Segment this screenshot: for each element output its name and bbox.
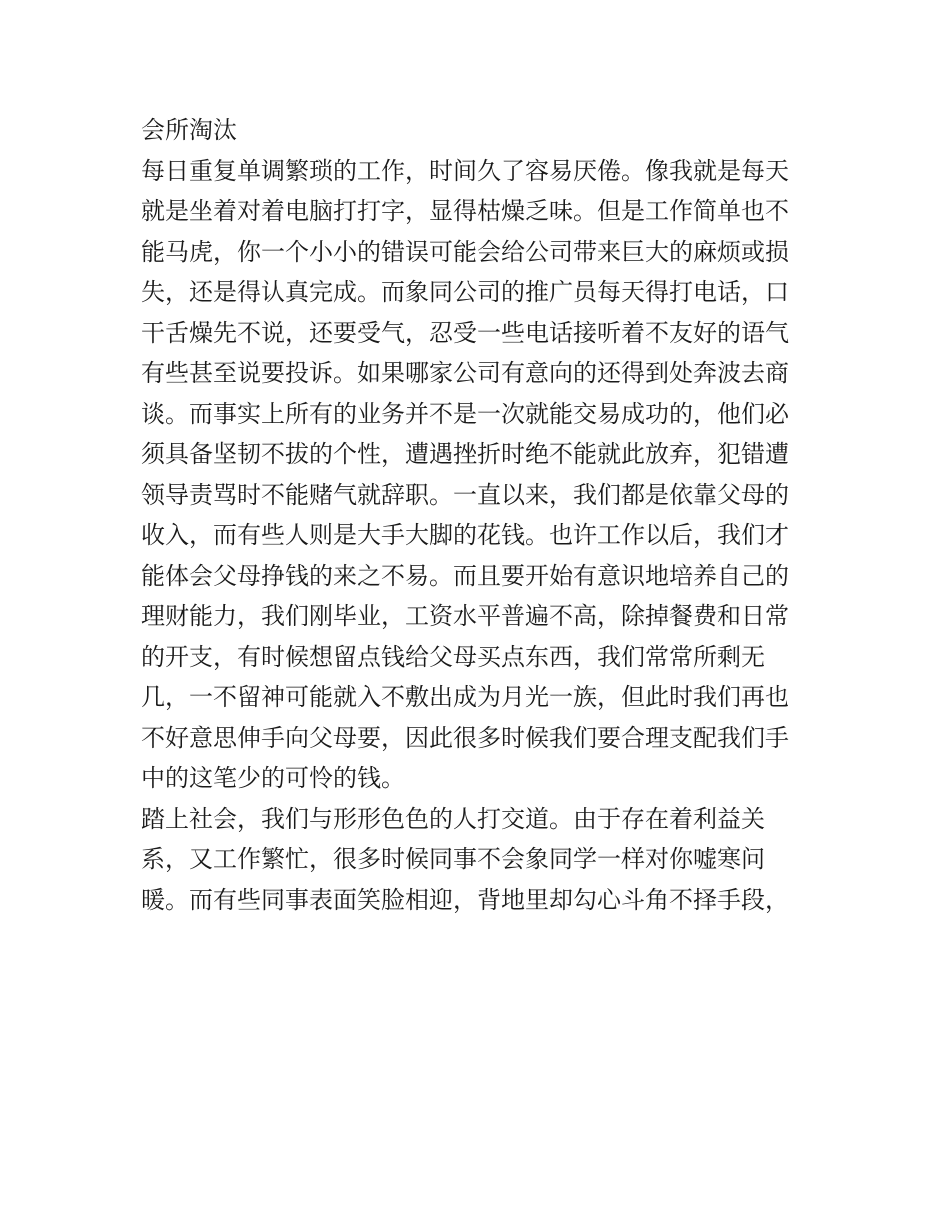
text-line: 须具备坚韧不拔的个性，遭遇挫折时绝不能就此放弃，犯错遭 [141, 440, 789, 468]
text-line: 理财能力，我们刚毕业，工资水平普遍不高，除掉餐费和日常 [141, 602, 789, 630]
text-line: 暖。而有些同事表面笑脸相迎，背地里却勾心斗角不择手段， [141, 885, 789, 914]
text-line: 中的这笔少的可怜的钱。 [141, 764, 405, 792]
document-title: 会所淘汰 [141, 116, 237, 144]
text-line: 踏上社会，我们与形形色色的人打交道。由于存在着利益关 [141, 804, 765, 833]
text-line: 几，一不留神可能就入不敷出成为月光一族，但此时我们再也 [141, 683, 789, 711]
text-line: 失，还是得认真完成。而象同公司的推广员每天得打电话，口 [141, 278, 789, 306]
text-line: 有些甚至说要投诉。如果哪家公司有意向的还得到处奔波去商 [141, 359, 789, 387]
text-line: 能体会父母挣钱的来之不易。而且要开始有意识地培养自己的 [141, 561, 789, 590]
text-line: 谈。而事实上所有的业务并不是一次就能交易成功的，他们必 [141, 399, 789, 428]
text-line: 领导责骂时不能赌气就辞职。一直以来，我们都是依靠父母的 [141, 480, 789, 509]
text-line: 的开支，有时候想留点钱给父母买点东西，我们常常所剩无 [141, 642, 765, 671]
text-line: 干舌燥先不说，还要受气，忍受一些电话接听着不友好的语气 [141, 318, 789, 347]
text-line: 不好意思伸手向父母要，因此很多时候我们要合理支配我们手 [141, 723, 789, 752]
document-body [141, 110, 821, 920]
text-line: 每日重复单调繁琐的工作，时间久了容易厌倦。像我就是每天 [141, 156, 789, 185]
text-line: 就是坐着对着电脑打打字，显得枯燥乏味。但是工作简单也不 [141, 197, 789, 225]
text-line: 系，又工作繁忙，很多时候同事不会象同学一样对你嘘寒问 [141, 845, 765, 873]
text-line: 能马虎，你一个小小的错误可能会给公司带来巨大的麻烦或损 [141, 237, 789, 266]
text-line: 收入，而有些人则是大手大脚的花钱。也许工作以后，我们才 [141, 521, 789, 549]
